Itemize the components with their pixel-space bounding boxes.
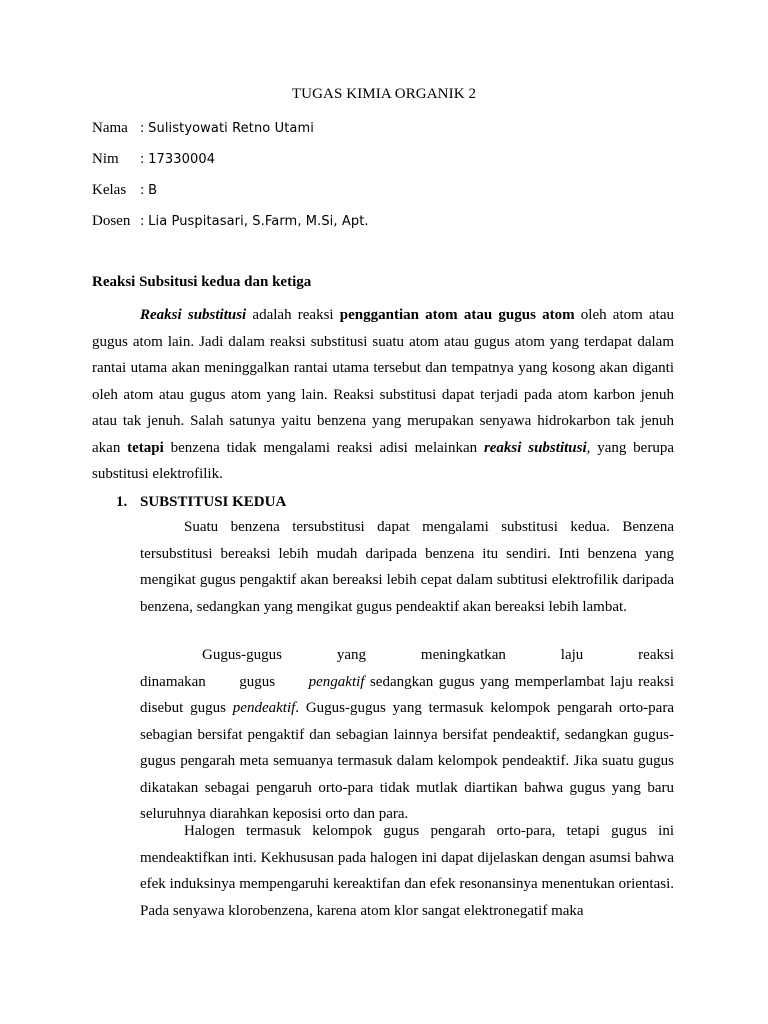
identity-row-nim [92,149,215,169]
identity-colon: : [140,121,145,136]
subsection-title-text: SUBSTITUSI KEDUA [140,494,287,510]
body-paragraph: Suatu benzena tersubstitusi dapat mengalami substitusi kedua. Benzena tersubstitusi bereaksi lebih mudah daripada benzena itu sendiri. Inti benzena yang mengikat gugus pengaktif akan bereaksi lebih cepat dalam subtitusi elektrofilik daripada benzena, sedangkan yang mengikat gugus pendeaktif akan bereaksi lebih lambat. [140,519,674,615]
identity-row-dosen [92,211,369,231]
identity-colon: : [140,214,145,229]
identity-label: Nama [92,120,128,136]
term-reaksi-substitusi: Reaksi substitusi [140,307,247,323]
identity-label: Kelas [92,182,127,198]
text-run: oleh atom atau gugus atom lain. Jadi dalam reaksi substitusi suatu atom atau gugus atom yang terdapat dalam rantai utama akan meninggalkan rantai utama tersebut dan tempatnya yang kosong akan diganti oleh atom atau gugus atom yang lain. Reaksi substitusi dapat terjadi pada atom karbon jenuh atau tak jenuh. Salah satunya yaitu benzena yang merupakan senyawa hidrokarbon tak jenuh akan [92,307,674,456]
identity-row-kelas [92,180,157,200]
identity-value: B [148,183,158,198]
text-run: Gugus-gugus yang meningkatkan laju reaksi dinamakan gugus [140,647,674,690]
emphasis-text: tetapi [127,439,164,456]
text-run: adalah reaksi [246,307,340,323]
identity-colon: : [140,183,145,198]
body-paragraph: Halogen termasuk kelompok gugus pengarah orto-para, tetapi gugus ini mendeaktifkan inti. Kekhususan pada halogen ini dapat dijelaskan dengan asumsi bahwa efek induksinya mempengaruhi kereaktifan dan efek resonansinya menentukan orientasi. Pada senyawa klorobenzena, karena atom klor sangat elektronegatif maka [140,823,674,919]
identity-value: Lia Puspitasari, S.Farm, M.Si, Apt. [148,214,369,229]
subsection-number: 1. [116,494,128,510]
document-title: TUGAS KIMIA ORGANIK 2 [291,86,477,102]
body-paragraph [140,642,674,828]
text-run: sedangkan gugus yang memperlambat laju reaksi disebut gugus [140,673,674,716]
term-pendeaktif: pendeaktif [232,700,296,716]
identity-colon: : [140,152,145,167]
identity-row-nama [92,118,314,138]
identity-label: Dosen [92,213,131,229]
identity-label: Nim [92,151,119,167]
identity-value: Sulistyowati Retno Utami [148,121,314,136]
text-run: benzena tidak mengalami reaksi adisi melainkan [163,439,484,456]
term-reaksi-substitusi: reaksi substitusi [483,439,587,456]
intro-paragraph [92,302,674,488]
emphasis-text: penggantian atom atau gugus atom [339,307,575,323]
text-run: . Gugus-gugus yang termasuk kelompok pengarah orto-para sebagian bersifat pengaktif dan sebagian lainnya bersifat pendeaktif, sedangkan gugus-gugus pengarah meta semuanya termasuk dalam kelompok pendeaktif. Jika suatu gugus dikatakan sebagai pengaruh orto-para tidak mutlak diartikan bahwa gugus yang baru seluruhnya diarahkan keposisi orto dan para. [140,700,674,822]
section-heading: Reaksi Subsitusi kedua dan ketiga [92,274,312,290]
subsection-title [116,494,286,511]
identity-value: 17330004 [148,152,216,167]
text-run: , yang berupa substitusi elektrofilik. [92,439,674,482]
term-pengaktif: pengaktif [308,673,365,690]
